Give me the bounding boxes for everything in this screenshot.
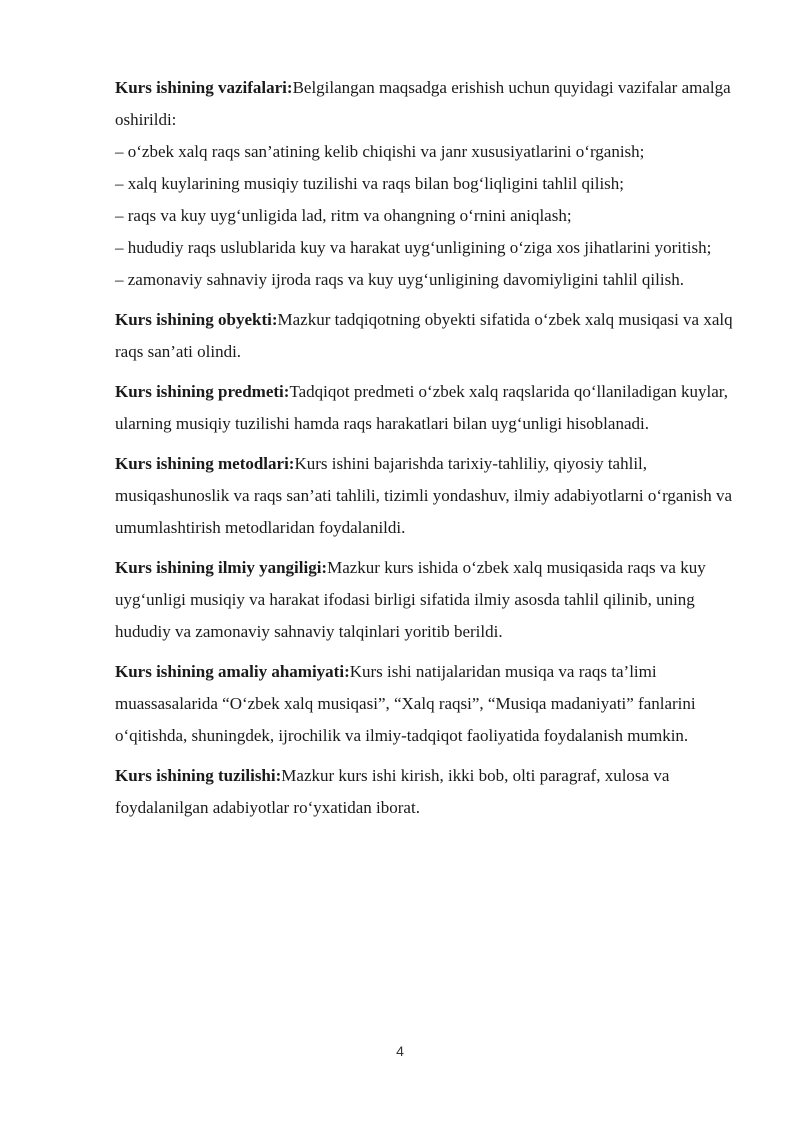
section-metodlar <box>115 448 745 544</box>
section-tuzilish <box>115 760 745 824</box>
section-text: Mazkur kurs ishi kirish, ikki bob, olti paragraf, xulosa va foydalanilgan adabiyotlar ro‘yxatidan iborat. <box>115 766 670 817</box>
section-heading: Kurs ishining obyekti: <box>115 310 278 329</box>
section-heading: Kurs ishining predmeti: <box>115 382 290 401</box>
list-item: – zamonaviy sahnaviy ijroda raqs va kuy uyg‘unligining davomiyligini tahlil qilish. <box>115 270 684 289</box>
section-text: Belgilangan maqsadga erishish uchun quyidagi vazifalar amalga oshirildi: <box>115 78 731 129</box>
section-vazifalar <box>115 72 745 296</box>
section-heading: Kurs ishining amaliy ahamiyati: <box>115 662 350 681</box>
section-heading: Kurs ishining metodlari: <box>115 454 295 473</box>
section-yangilik <box>115 552 745 648</box>
list-item: – raqs va kuy uyg‘unligida lad, ritm va ohangning o‘rnini aniqlash; <box>115 206 572 225</box>
section-text: Kurs ishini bajarishda tarixiy-tahliliy, qiyosiy tahlil, musiqashunoslik va raqs san’ati tahlili, tizimli yondashuv, ilmiy adabiyotlarni o‘rganish va umumlashtirish metodlaridan foydalanildi. <box>115 454 733 537</box>
document-body <box>115 72 745 832</box>
section-text: Mazkur kurs ishida o‘zbek xalq musiqasida raqs va kuy uyg‘unligi musiqiy va harakat ifodasi birligi sifatida ilmiy asosda tahlil qilinib, uning hududiy va zamonaviy sahnaviy talqinlari yoritib berildi. <box>115 558 706 641</box>
section-text: Mazkur tadqiqotning obyekti sifatida o‘zbek xalq musiqasi va xalq raqs san’ati olindi. <box>115 310 733 361</box>
section-text: Kurs ishi natijalaridan musiqa va raqs ta’limi muassasalarida “O‘zbek xalq musiqasi”, “Xalq raqsi”, “Musiqa madaniyati” fanlarini o‘qitishda, shuningdek, ijrochilik va ilmiy-tadqiqot faoliyatida foydalanish mumkin. <box>115 662 696 745</box>
section-heading: Kurs ishining ilmiy yangiligi: <box>115 558 328 577</box>
list-item: – xalq kuylarining musiqiy tuzilishi va raqs bilan bog‘liqligini tahlil qilish; <box>115 174 625 193</box>
list-item: – o‘zbek xalq raqs san’atining kelib chiqishi va janr xususiyatlarini o‘rganish; <box>115 142 645 161</box>
list-item: – hududiy raqs uslublarida kuy va harakat uyg‘unligining o‘ziga xos jihatlarini yoritish; <box>115 238 712 257</box>
section-ahamiyat <box>115 656 745 752</box>
section-heading: Kurs ishining vazifalari: <box>115 78 293 97</box>
page-number: 4 <box>396 1043 404 1059</box>
section-heading: Kurs ishining tuzilishi: <box>115 766 282 785</box>
section-text: Tadqiqot predmeti o‘zbek xalq raqslarida qo‘llaniladigan kuylar, ularning musiqiy tuzilishi hamda raqs harakatlari bilan uyg‘unligi hisoblanadi. <box>115 382 729 433</box>
section-obyekt <box>115 304 745 368</box>
section-predmet <box>115 376 745 440</box>
